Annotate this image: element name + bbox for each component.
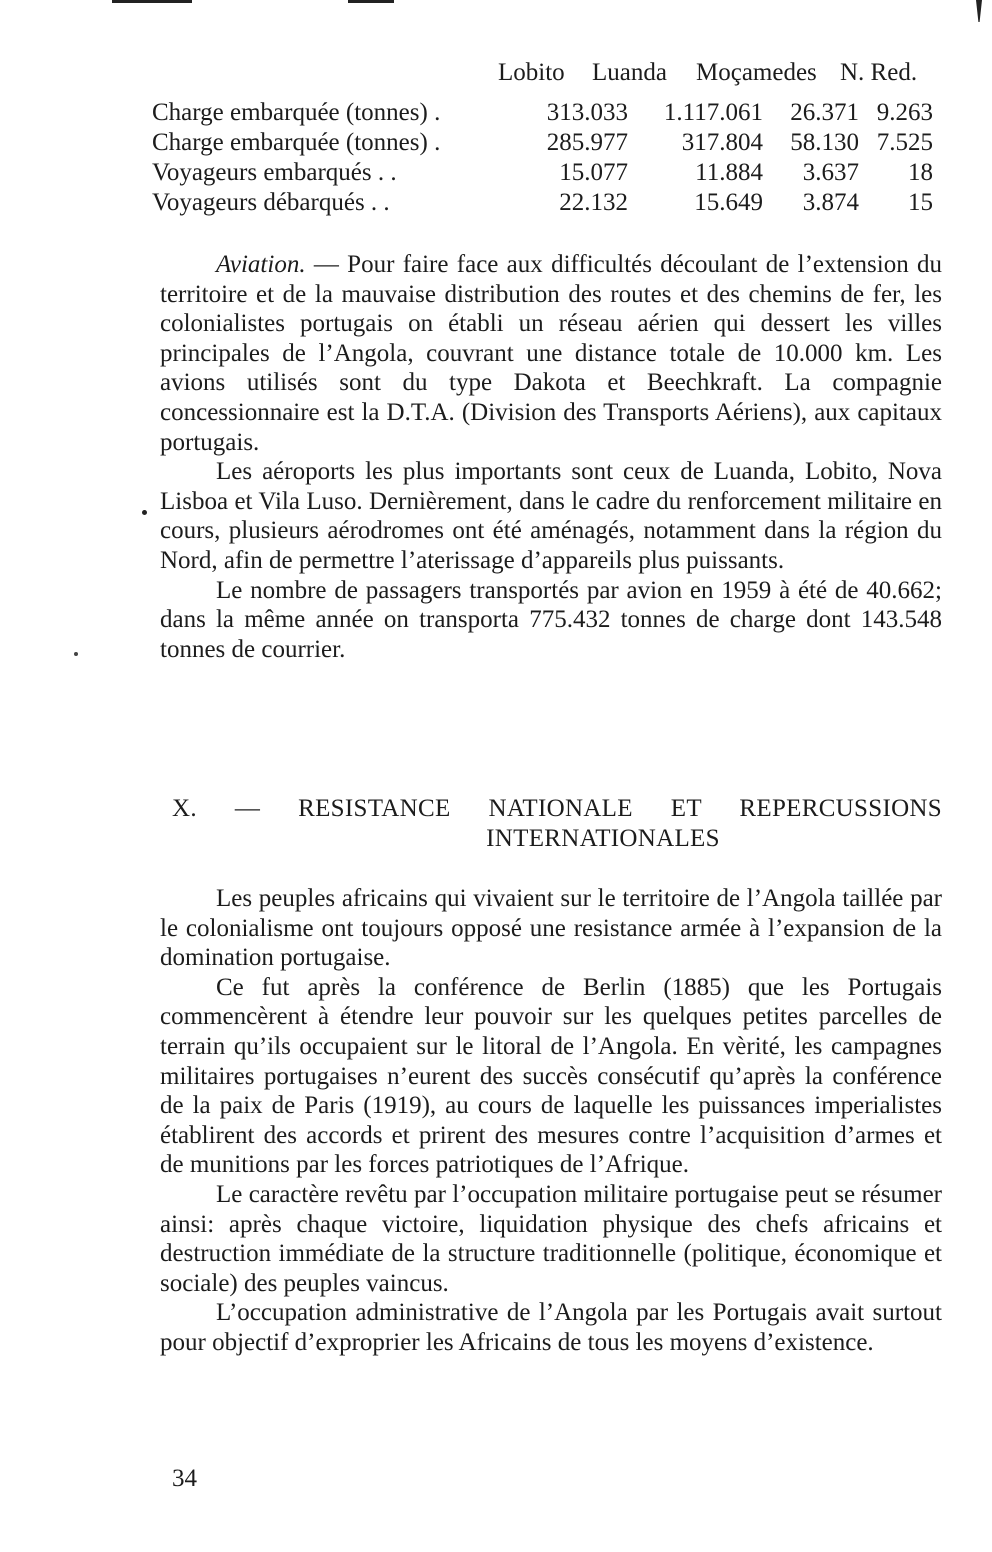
table-cell: 22.132 <box>559 189 628 216</box>
table-row <box>152 98 942 128</box>
table-cell: 285.977 <box>546 129 628 156</box>
table-cell: 15.649 <box>694 189 763 216</box>
table-cell: 11.884 <box>695 159 763 186</box>
row-label: Charge embarquée (tonnes) . <box>152 129 441 156</box>
table-cell: 18 <box>908 159 933 186</box>
table-cell: 15.077 <box>559 159 628 186</box>
aviation-heading: Aviation. <box>216 251 306 278</box>
column-header: Lobito <box>498 59 565 86</box>
row-label: Voyageurs débarqués . . <box>152 189 390 216</box>
table-cell: 313.033 <box>546 99 628 126</box>
column-header: Luanda <box>592 59 667 86</box>
port-statistics-table <box>152 58 942 218</box>
section-title <box>172 794 942 854</box>
row-label: Charge embarquée (tonnes) . <box>152 99 441 126</box>
margin-bullet <box>142 510 147 515</box>
table-cell: 9.263 <box>876 99 933 126</box>
aviation-paragraph: Le nombre de passagers transportés par avion en 1959 à été de 40.662; dans la même année on transporta 775.432 tonnes de charge dont 143.548 tonnes de courrier. <box>160 576 942 663</box>
table-cell: 7.525 <box>876 129 933 156</box>
table-cell: 3.874 <box>802 189 859 216</box>
margin-speck <box>74 652 78 656</box>
table-row <box>152 158 942 188</box>
table-cell: 3.637 <box>802 159 859 186</box>
paragraph-text: — Pour faire face aux difficultés découlant de l’extension du territoire et de la mauvaise distribution des routes et des chemins de fer, les colonialistes portugais on établi un réseau aérien qui dessert les villes principales de l’Angola, couvrant une distance totale de 10.000 km. Les avions utilisés sont du type Dakota et Beechkraft. La compagnie concessionnaire est la D.T.A. (Division des Transports Aériens), aux capitaux portugais. <box>160 251 942 456</box>
column-header: N. Red. <box>840 59 918 86</box>
aviation-paragraph <box>160 250 942 457</box>
table-cell: 26.371 <box>790 99 859 126</box>
body-paragraph: Ce fut après la conférence de Berlin (1885) que les Portugais commencèrent à étendre leur pouvoir sur les quelques petites parcelles de terrain qu’ils occupaient sur le litoral de l’Angola. En vèrité, les campagnes militaires portugaises n’eurent des succès consécutif qu’après la conférence de la paix de Paris (1919), au cours de laquelle les puissances imperialistes établirent des accords et prirent des mesures contre l’acquisition d’armes et de munitions par les forces patriotiques de l’Afrique. <box>160 973 942 1179</box>
table-row <box>152 128 942 158</box>
body-paragraph: Le caractère revêtu par l’occupation militaire portugaise peut se résumer ainsi: après chaque victoire, liquidation physique des chefs africains et destruction immédiate de la structure traditionnelle (politique, économique et sociale) des peuples vaincus. <box>160 1180 942 1297</box>
resistance-section <box>160 884 942 1358</box>
scan-edge-mark <box>348 0 394 3</box>
body-paragraph: Les peuples africains qui vivaient sur le territoire de l’Angola taillée par le colonialisme ont toujours opposé une resistance armée à l’expansion de la domination portugaise. <box>160 885 942 972</box>
aviation-section <box>160 250 942 664</box>
scan-corner-mark <box>976 0 982 22</box>
section-title-line: INTERNATIONALES <box>486 825 720 852</box>
scan-edge-mark <box>112 0 192 3</box>
body-paragraph: L’occupation administrative de l’Angola par les Portugais avait surtout pour objectif d’exproprier les Africains de tous les moyens d’existence. <box>160 1299 942 1356</box>
section-title-line: X. — RESISTANCE NATIONALE ET REPERCUSSIONS <box>172 795 942 822</box>
table-row <box>152 188 942 218</box>
page-number: 34 <box>172 1465 197 1492</box>
aviation-paragraph: Les aéroports les plus importants sont ceux de Luanda, Lobito, Nova Lisboa et Vila Luso. Dernièrement, dans le cadre du renforcement militaire en cours, plusieurs aérodromes ont été aménagés, notamment dans la région du Nord, afin de permettre l’aterissage d’appareils plus puissants. <box>160 458 942 574</box>
table-cell: 1.117.061 <box>663 99 763 126</box>
table-cell: 15 <box>908 189 933 216</box>
table-header-row <box>152 58 942 98</box>
column-header: Moçamedes <box>696 59 817 86</box>
row-label: Voyageurs embarqués . . <box>152 159 397 186</box>
table-cell: 317.804 <box>681 129 763 156</box>
table-cell: 58.130 <box>790 129 859 156</box>
